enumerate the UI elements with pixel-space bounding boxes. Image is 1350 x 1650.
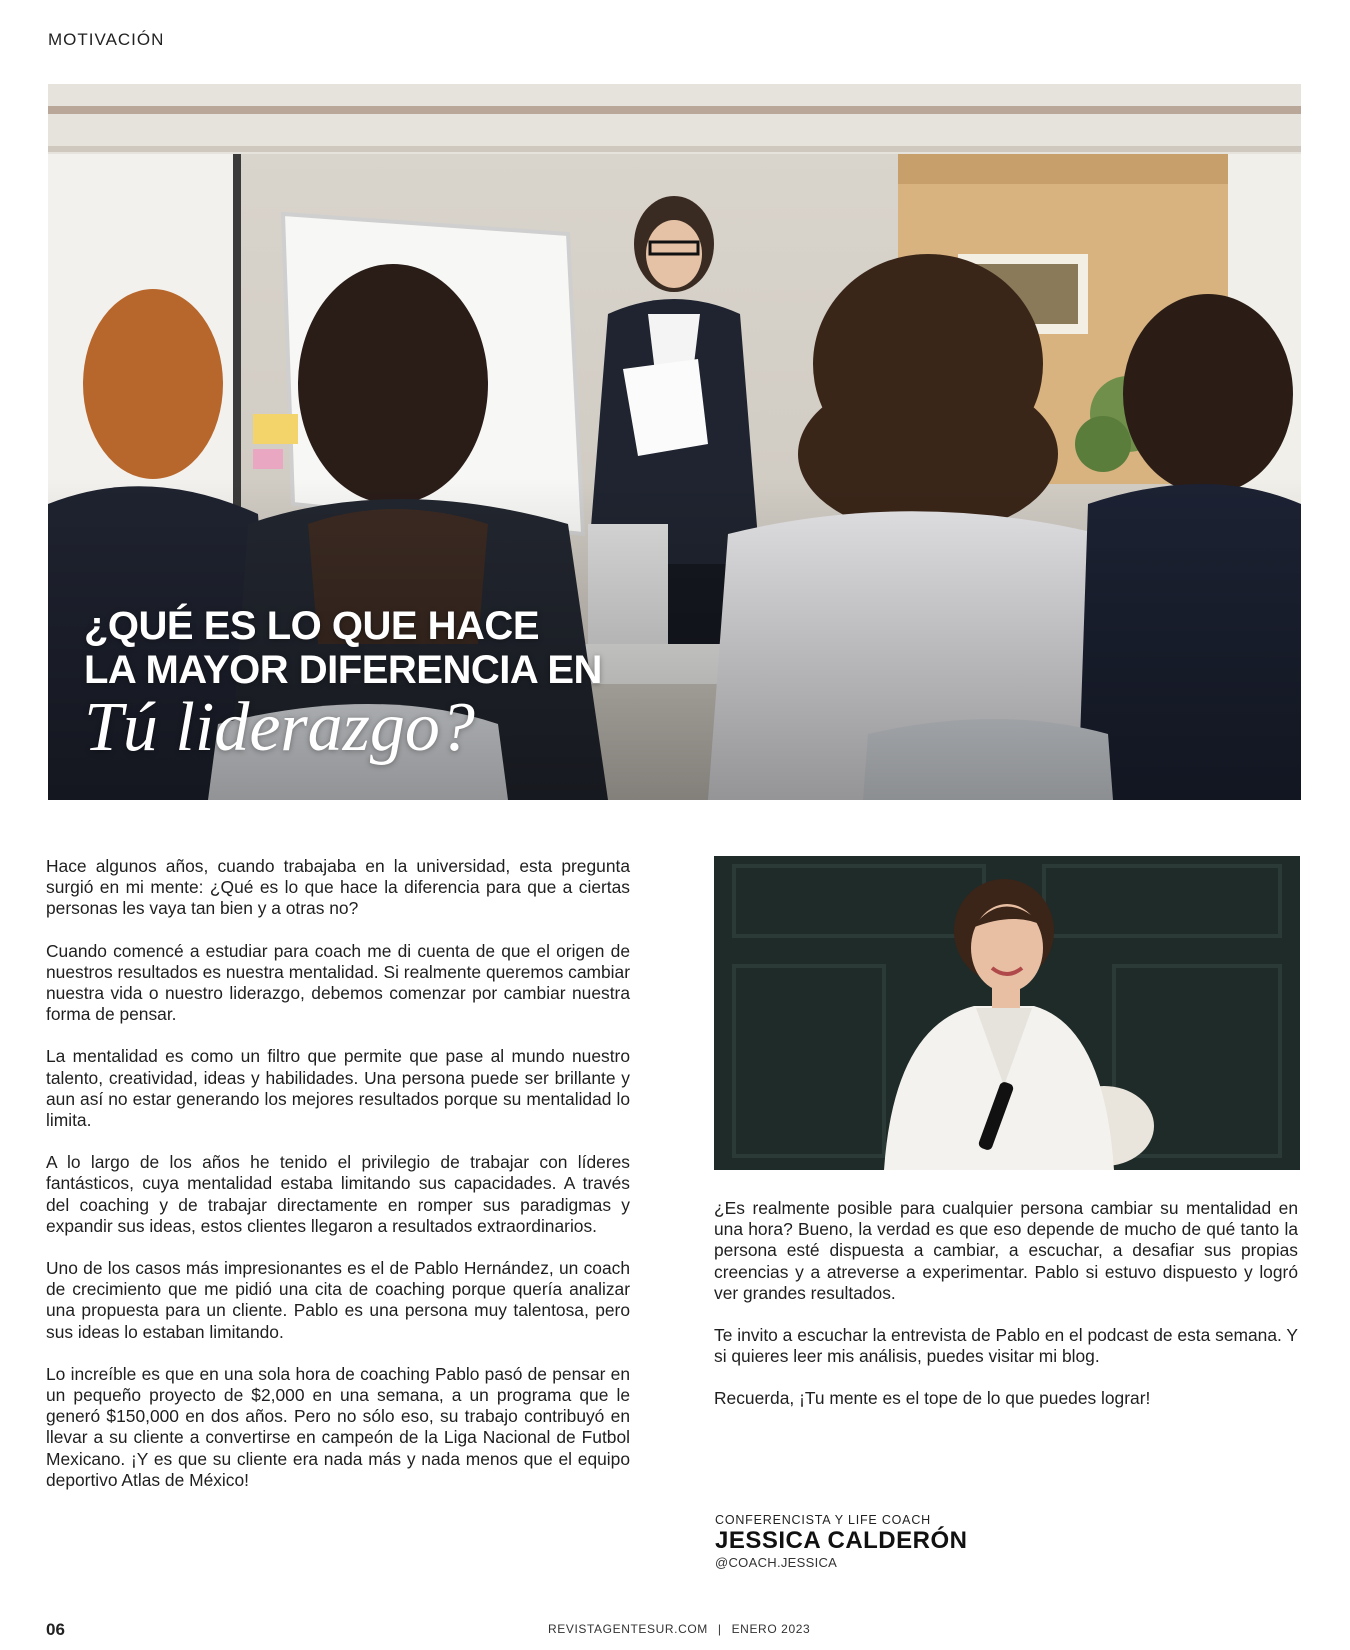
hero-photo [48, 84, 1301, 800]
paragraph: Cuando comencé a estudiar para coach me di cuenta de que el origen de nuestros resultados es nuestra mentalidad. Si realmente queremos cambiar nuestra vida o nuestro liderazgo, debemos comenzar por cambiar nuestra forma de pensar. [46, 940, 630, 1025]
footer-separator: | [717, 1622, 722, 1636]
author-handle[interactable]: @COACH.JESSICA [715, 1555, 838, 1570]
section-label: MOTIVACIÓN [48, 30, 165, 49]
author-name: JESSICA CALDERÓN [715, 1527, 968, 1554]
portrait-illustration [714, 856, 1300, 1170]
footer-info [548, 1622, 810, 1636]
paragraph: La mentalidad es como un filtro que permite que pase al mundo nuestro talento, creatividad, ideas y habilidades. Una persona puede ser brillante y aun así no estar generando los mejores resultados porque su mentalidad lo limita. [46, 1046, 630, 1131]
hero-title [84, 604, 602, 764]
author-byline [715, 1513, 967, 1570]
paragraph: Recuerda, ¡Tu mente es el tope de lo que puedes lograr! [714, 1388, 1151, 1409]
footer-issue: ENERO 2023 [731, 1622, 811, 1636]
paragraph: Te invito a escuchar la entrevista de Pablo en el podcast de esta semana. Y si quieres leer mis análisis, puedes visitar mi blog. [714, 1325, 1298, 1367]
paragraph: A lo largo de los años he tenido el privilegio de trabajar con líderes fantásticos, cuya mentalidad estaba limitando sus capacidades. A través del coaching y de trabajar directamente en romper sus paradigmas y expandir sus ideas, estos clientes llegaron a resultados extraordinarios. [46, 1152, 630, 1236]
page-number: 06 [46, 1620, 65, 1639]
paragraph: ¿Es realmente posible para cualquier persona cambiar su mentalidad en una hora? Bueno, la verdad es que eso depende de mucho de qué tanto la persona esté dispuesta a cambiar, a escuchar, a desafiar sus propias creencias y a atreverse a experimentar. Pablo si estuvo dispuesto y logró ver grandes resultados. [714, 1198, 1298, 1303]
hero-title-script: Tú liderazgo? [84, 689, 475, 766]
paragraph: Lo increíble es que en una sola hora de coaching Pablo pasó de pensar en un pequeño proyecto de $2,000 en una semana, a un programa que le generó $150,000 en dos años. Pero no sólo eso, su trabajo contribuyó en llevar a su cliente a convertirse en campeón de la Liga Nacional de Futbol Mexicano. ¡Y es que su cliente era nada más y nada menos que el equipo deportivo Atlas de México! [46, 1363, 630, 1490]
article-left-column [46, 856, 630, 1512]
paragraph: Hace algunos años, cuando trabajaba en la universidad, esta pregunta surgió en mi mente: ¿Qué es lo que hace la diferencia para que a ciertas personas les vaya tan bien y a otras no? [46, 856, 630, 919]
author-role: CONFERENCISTA Y LIFE COACH [715, 1513, 931, 1527]
footer-site-link[interactable]: REVISTAGENTESUR.COM [548, 1622, 708, 1636]
author-portrait [714, 856, 1300, 1170]
hero-title-line1: ¿QUÉ ES LO QUE HACE [84, 604, 539, 648]
hero-title-line2: LA MAYOR DIFERENCIA EN [84, 648, 602, 692]
article-right-column [714, 1198, 1298, 1431]
paragraph: Uno de los casos más impresionantes es el de Pablo Hernández, un coach de crecimiento que me pidió una cita de coaching porque quería analizar una propuesta para un cliente. Pablo es una persona muy talentosa, pero sus ideas lo estaban limitando. [46, 1258, 630, 1342]
